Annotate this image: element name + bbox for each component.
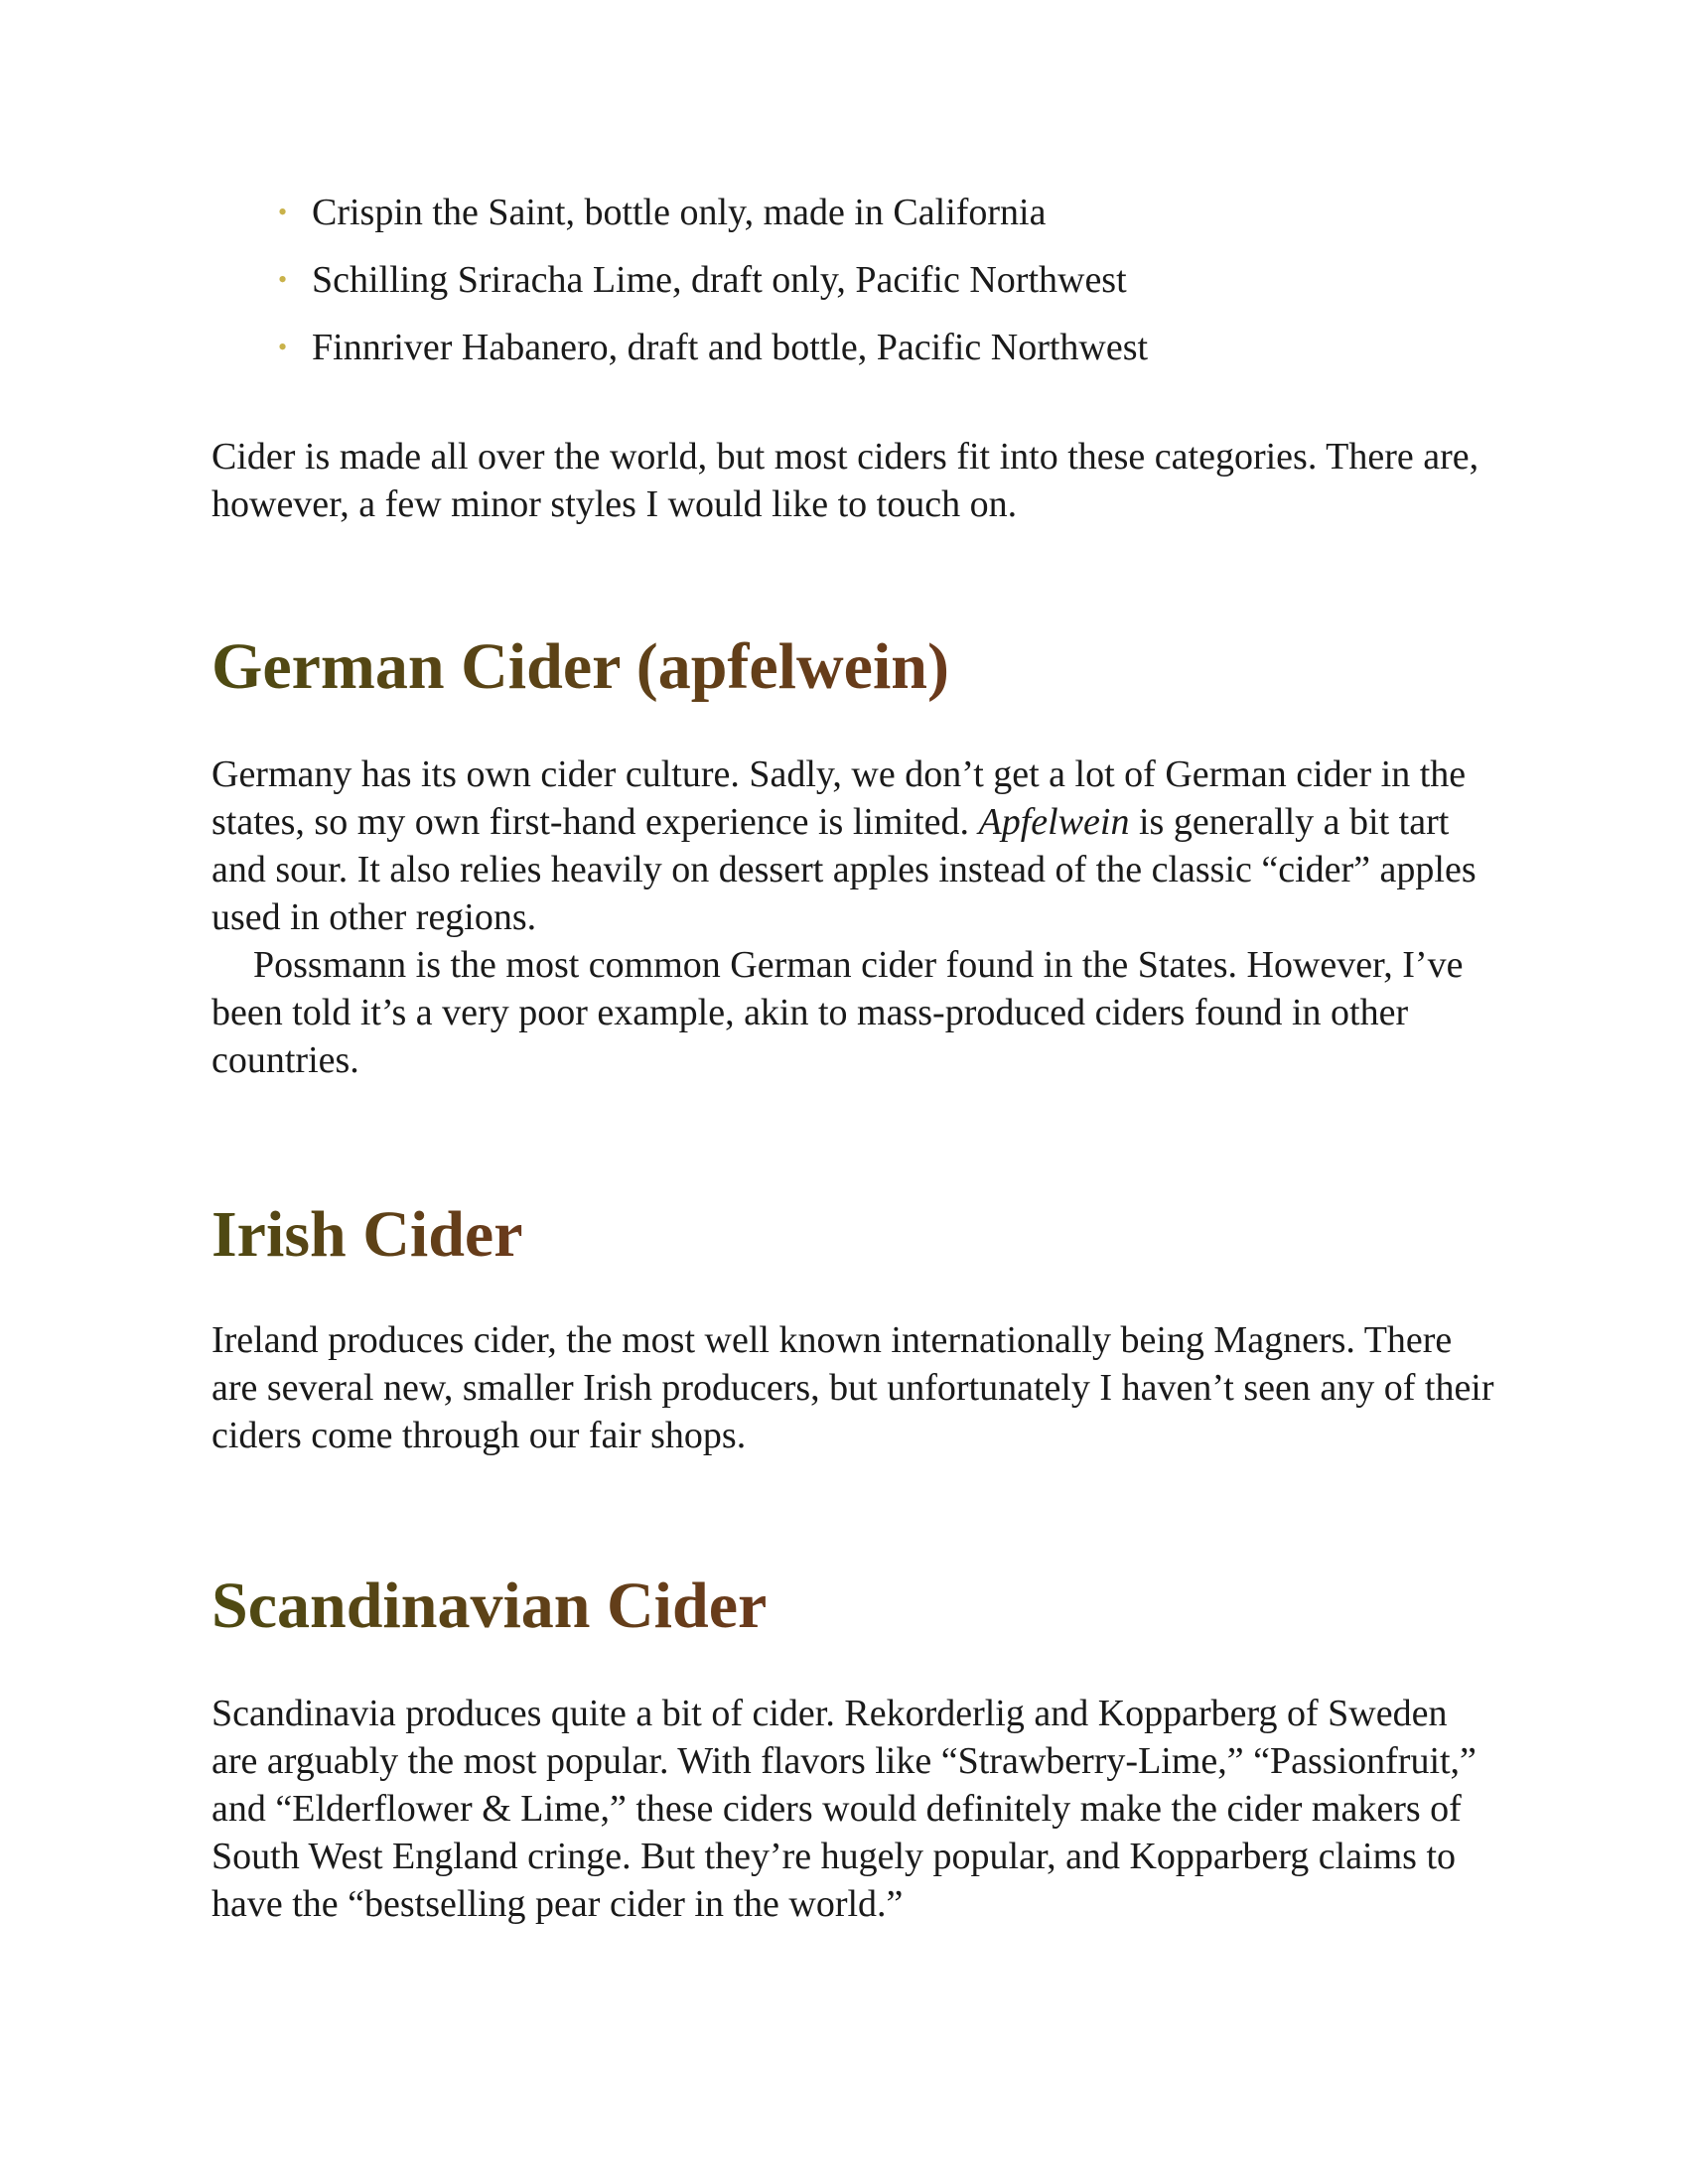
german-cider-heading: German Cider (apfelwein)	[211, 627, 949, 707]
list-item	[278, 256, 1502, 304]
list-item	[278, 189, 1502, 236]
bullet-dot-icon: •	[278, 265, 288, 294]
german-p1-text-end: is generally a bit tart and sour. It also relies heavily on dessert apples instead of the classic “cider” apples used in other regions.	[211, 801, 1477, 938]
intro-paragraph: Cider is made all over the world, but most ciders fit into these categories. There are, however, a few minor styles I would like to touch on.	[211, 436, 1479, 525]
scandinavian-cider-heading: Scandinavian Cider	[211, 1567, 767, 1646]
list-item-text: Finnriver Habanero, draft and bottle, Pacific Northwest	[312, 327, 1149, 368]
bullet-dot-icon: •	[278, 333, 288, 361]
irish-cider-paragraph: Ireland produces cider, the most well known internationally being Magners. There are several new, smaller Irish producers, but unfortunately I haven’t seen any of their ciders come through our fair shops.	[211, 1319, 1494, 1456]
irish-cider-heading: Irish Cider	[211, 1195, 523, 1275]
german-cider-paragraph-1	[211, 751, 1502, 941]
scandinavian-cider-paragraph: Scandinavia produces quite a bit of cider. Rekorderlig and Kopparberg of Sweden are arguably the most popular. With flavors like “Strawberry-Lime,” “Passionfruit,” and “Elderflower & Lime,” these ciders would definitely make the cider makers of South West England cringe. But they’re hugely popular, and Kopparberg claims to have the “bestselling pear cider in the world.”	[211, 1693, 1477, 1925]
apfelwein-italic: Apfelwein	[978, 801, 1130, 843]
document-page	[211, 189, 1502, 1928]
bullet-list	[211, 189, 1502, 371]
german-cider-paragraph-2: Possmann is the most common German cider found in the States. However, I’ve been told it’s a very poor example, akin to mass-produced ciders found in other countries.	[211, 944, 1464, 1081]
list-item	[278, 324, 1502, 371]
list-item-text: Schilling Sriracha Lime, draft only, Pacific Northwest	[312, 259, 1127, 301]
bullet-dot-icon: •	[278, 198, 288, 226]
german-p1-text-start: Germany has its own cider culture. Sadly, we don’t get a lot of German cider in the states, so my own first-hand experience is limited.	[211, 753, 1467, 843]
list-item-text: Crispin the Saint, bottle only, made in California	[312, 192, 1047, 233]
